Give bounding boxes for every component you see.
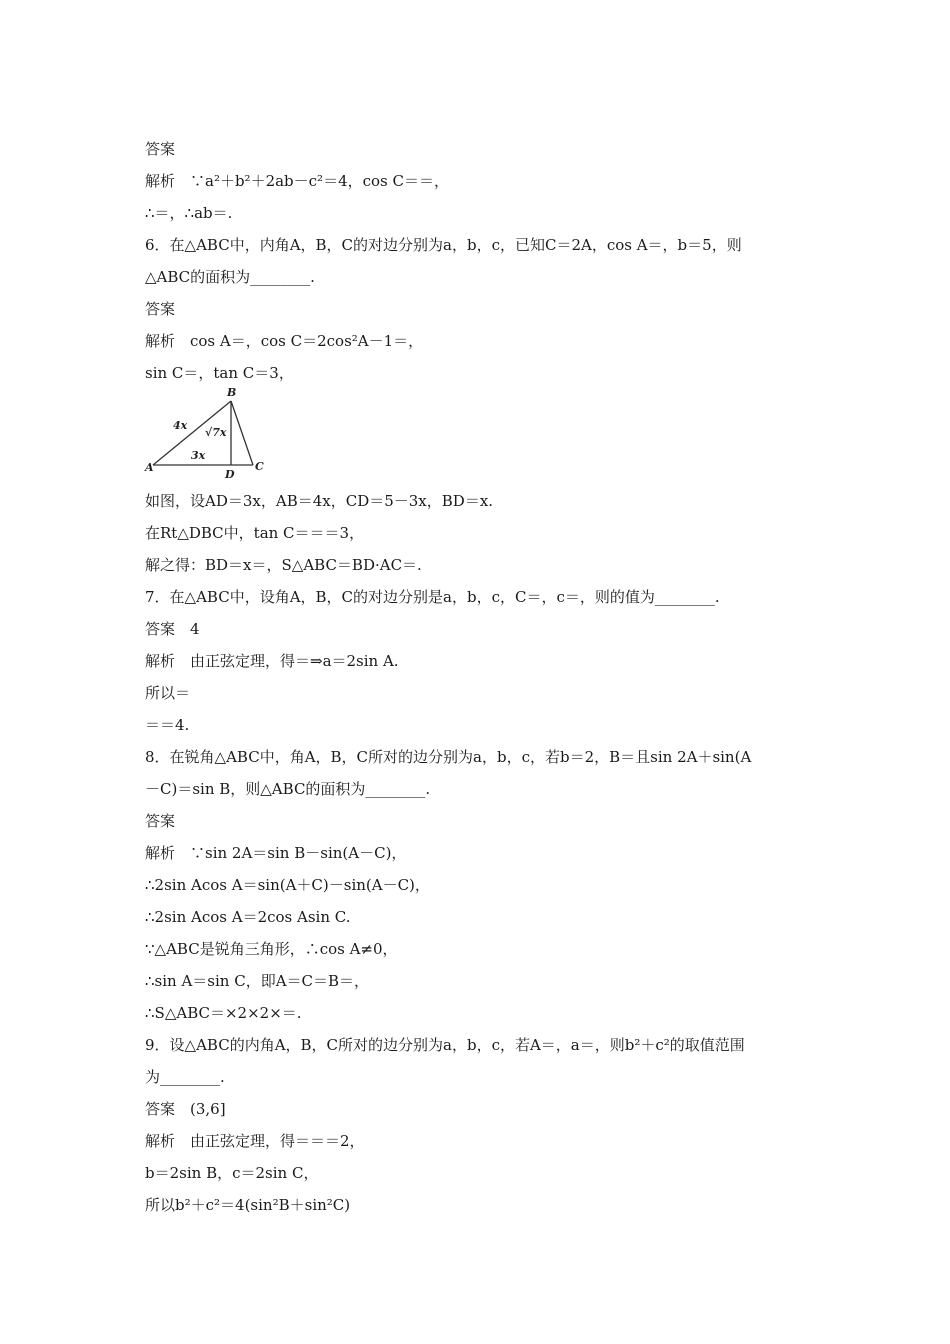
problem-7-line: 7．在△ABC中，设角A，B，C的对边分别是a，b，c，C＝，c＝，则的值为________.: [145, 588, 720, 606]
problem-8-line-1: 8．在锐角△ABC中，角A，B，C所对的边分别为a，b，c，若b＝2，B＝且sin 2A＋sin(A: [145, 748, 752, 766]
solution-line: b＝2sin B，c＝2sin C，: [145, 1164, 319, 1182]
answer-label: 答案: [145, 140, 176, 158]
problem-9-line-1: 9．设△ABC的内角A，B，C所对的边分别为a，b，c，若A＝，a＝，则b²＋c²的取值范围: [145, 1036, 745, 1054]
solution-line: ∴2sin Acos A＝sin(A＋C)－sin(A－C)，: [145, 876, 430, 894]
solution-line: ＝＝4.: [145, 716, 190, 734]
answer-label: 答案: [145, 812, 176, 830]
solution-line: ∴＝，∴ab＝.: [145, 204, 233, 222]
solution-line: 所以＝: [145, 684, 191, 702]
side-ab-label: 4x: [173, 419, 188, 432]
solution-line: 解析 ∵sin 2A＝sin B－sin(A－C)，: [145, 844, 407, 862]
document-page: [145, 133, 810, 1221]
solution-line: ∴2sin Acos A＝2cos Asin C.: [145, 908, 351, 926]
vertex-a-label: A: [145, 461, 154, 474]
problem-9-line-2: 为________.: [145, 1068, 225, 1086]
solution-line: 如图，设AD＝3x，AB＝4x，CD＝5－3x，BD＝x.: [145, 492, 494, 510]
answer-label: 答案 4: [145, 620, 200, 638]
altitude-bd-label: √7x: [205, 426, 227, 439]
side-bc: [231, 401, 253, 465]
answer-label: 答案: [145, 300, 176, 318]
problem-6-line-1: 6．在△ABC中，内角A，B，C的对边分别为a，b，c，已知C＝2A，cos A＝，b＝5，则: [145, 236, 742, 254]
vertex-d-label: D: [225, 468, 235, 481]
problem-8-line-2: －C)＝sin B，则△ABC的面积为________.: [145, 780, 431, 798]
solution-line: ∵△ABC是锐角三角形，∴cos A≠0，: [145, 940, 398, 958]
solution-line: 所以b²＋c²＝4(sin²B＋sin²C): [145, 1196, 351, 1214]
problem-6-line-2: △ABC的面积为________.: [145, 268, 315, 286]
solution-line: 解析 由正弦定理，得＝⇒a＝2sin A.: [145, 652, 399, 670]
vertex-c-label: C: [255, 460, 264, 473]
answer-label: 答案 (3,6]: [145, 1100, 226, 1118]
solution-line: 在Rt△DBC中，tan C＝＝＝3，: [145, 524, 365, 542]
segment-ad-label: 3x: [191, 449, 206, 462]
solution-line: 解析 由正弦定理，得＝＝＝2，: [145, 1132, 365, 1150]
solution-line: ∴sin A＝sin C，即A＝C＝B＝，: [145, 972, 370, 990]
solution-line: sin C＝，tan C＝3，: [145, 364, 294, 382]
triangle-figure: [145, 386, 285, 485]
solution-line: 解析 ∵a²＋b²＋2ab－c²＝4，cos C＝＝，: [145, 172, 449, 190]
solution-line: 解之得：BD＝x＝，S△ABC＝BD·AC＝.: [145, 556, 422, 574]
solution-line: 解析 cos A＝，cos C＝2cos²A－1＝，: [145, 332, 424, 350]
solution-line: ∴S△ABC＝×2×2×＝.: [145, 1004, 302, 1022]
vertex-b-label: B: [227, 386, 237, 399]
